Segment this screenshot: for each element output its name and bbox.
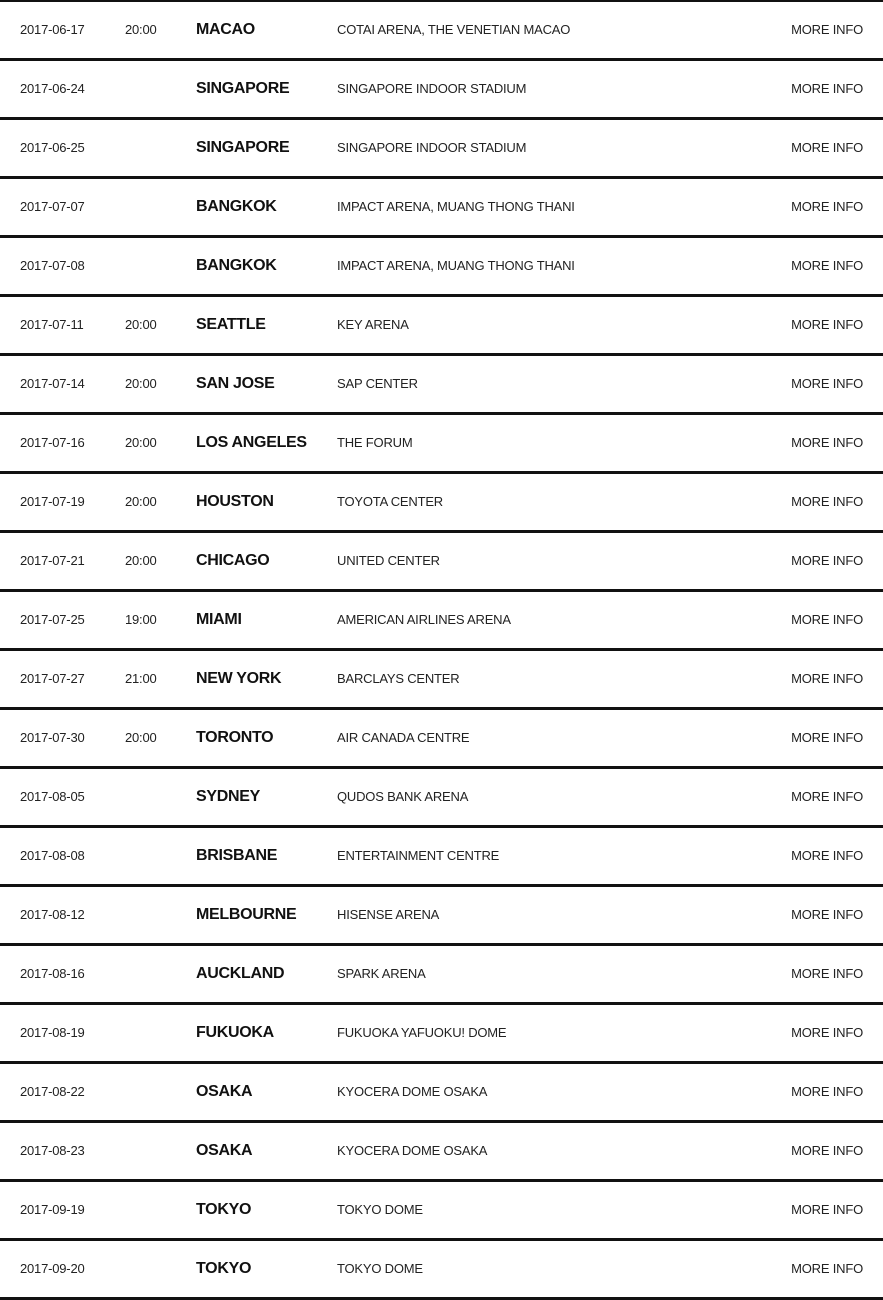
event-city: SYDNEY <box>196 788 260 805</box>
event-city: HOUSTON <box>196 493 274 510</box>
event-time: 20:00 <box>125 553 157 568</box>
event-venue: HISENSE ARENA <box>337 907 440 922</box>
event-date: 2017-08-05 <box>20 789 85 804</box>
event-venue: AIR CANADA CENTRE <box>337 730 470 745</box>
event-date: 2017-08-12 <box>20 907 85 922</box>
event-city: BRISBANE <box>196 847 278 864</box>
event-venue: TOKYO DOME <box>337 1202 423 1217</box>
more-info-link[interactable]: MORE INFO <box>791 435 863 450</box>
more-info-link[interactable]: MORE INFO <box>791 730 863 745</box>
more-info-link[interactable]: MORE INFO <box>791 966 863 981</box>
event-venue: SINGAPORE INDOOR STADIUM <box>337 140 527 155</box>
more-info-link[interactable]: MORE INFO <box>791 140 863 155</box>
tour-date-row <box>0 415 883 474</box>
more-info-link[interactable]: MORE INFO <box>791 1143 863 1158</box>
more-info-link[interactable]: MORE INFO <box>791 671 863 686</box>
event-date: 2017-08-08 <box>20 848 85 863</box>
event-date: 2017-07-07 <box>20 199 85 214</box>
tour-date-row <box>0 710 883 769</box>
tour-date-row <box>0 946 883 1005</box>
event-city: OSAKA <box>196 1142 253 1159</box>
event-time: 20:00 <box>125 435 157 450</box>
tour-date-row <box>0 1005 883 1064</box>
event-venue: UNITED CENTER <box>337 553 440 568</box>
event-city: TORONTO <box>196 729 274 746</box>
event-date: 2017-06-24 <box>20 81 85 96</box>
event-venue: SINGAPORE INDOOR STADIUM <box>337 81 527 96</box>
event-venue: KEY ARENA <box>337 317 409 332</box>
event-time: 19:00 <box>125 612 157 627</box>
event-city: BANGKOK <box>196 198 277 215</box>
event-venue: SAP CENTER <box>337 376 418 391</box>
tour-date-row <box>0 1064 883 1123</box>
event-city: MACAO <box>196 21 255 38</box>
event-city: MELBOURNE <box>196 906 297 923</box>
event-date: 2017-07-30 <box>20 730 85 745</box>
event-date: 2017-07-16 <box>20 435 85 450</box>
tour-date-row <box>0 238 883 297</box>
event-date: 2017-09-20 <box>20 1261 85 1276</box>
event-venue: AMERICAN AIRLINES ARENA <box>337 612 511 627</box>
event-venue: TOKYO DOME <box>337 1261 423 1276</box>
more-info-link[interactable]: MORE INFO <box>791 789 863 804</box>
tour-date-row <box>0 592 883 651</box>
tour-date-row <box>0 2 883 61</box>
event-time: 20:00 <box>125 376 157 391</box>
event-venue: FUKUOKA YAFUOKU! DOME <box>337 1025 507 1040</box>
more-info-link[interactable]: MORE INFO <box>791 494 863 509</box>
event-venue: TOYOTA CENTER <box>337 494 443 509</box>
event-date: 2017-08-23 <box>20 1143 85 1158</box>
event-venue: IMPACT ARENA, MUANG THONG THANI <box>337 258 575 273</box>
tour-date-row <box>0 651 883 710</box>
event-date: 2017-09-19 <box>20 1202 85 1217</box>
tour-date-row <box>0 828 883 887</box>
event-date: 2017-08-19 <box>20 1025 85 1040</box>
event-date: 2017-07-27 <box>20 671 85 686</box>
more-info-link[interactable]: MORE INFO <box>791 553 863 568</box>
event-date: 2017-07-14 <box>20 376 85 391</box>
event-venue: QUDOS BANK ARENA <box>337 789 469 804</box>
event-date: 2017-06-17 <box>20 22 85 37</box>
event-venue: SPARK ARENA <box>337 966 426 981</box>
tour-date-row <box>0 1182 883 1241</box>
event-city: FUKUOKA <box>196 1024 274 1041</box>
event-city: MIAMI <box>196 611 242 628</box>
more-info-link[interactable]: MORE INFO <box>791 258 863 273</box>
event-venue: COTAI ARENA, THE VENETIAN MACAO <box>337 22 571 37</box>
more-info-link[interactable]: MORE INFO <box>791 317 863 332</box>
tour-date-row <box>0 1241 883 1300</box>
more-info-link[interactable]: MORE INFO <box>791 199 863 214</box>
more-info-link[interactable]: MORE INFO <box>791 22 863 37</box>
event-date: 2017-07-08 <box>20 258 85 273</box>
tour-date-row <box>0 61 883 120</box>
event-city: OSAKA <box>196 1083 253 1100</box>
more-info-link[interactable]: MORE INFO <box>791 1261 863 1276</box>
event-date: 2017-08-16 <box>20 966 85 981</box>
tour-date-row <box>0 474 883 533</box>
tour-date-row <box>0 769 883 828</box>
event-city: AUCKLAND <box>196 965 285 982</box>
event-time: 20:00 <box>125 494 157 509</box>
event-time: 20:00 <box>125 22 157 37</box>
event-venue: ENTERTAINMENT CENTRE <box>337 848 500 863</box>
event-city: SAN JOSE <box>196 375 275 392</box>
tour-date-row <box>0 1123 883 1182</box>
event-date: 2017-07-19 <box>20 494 85 509</box>
tour-date-row <box>0 356 883 415</box>
event-city: SEATTLE <box>196 316 266 333</box>
event-venue: BARCLAYS CENTER <box>337 671 460 686</box>
event-city: SINGAPORE <box>196 139 290 156</box>
more-info-link[interactable]: MORE INFO <box>791 848 863 863</box>
event-date: 2017-06-25 <box>20 140 85 155</box>
tour-date-row <box>0 887 883 946</box>
more-info-link[interactable]: MORE INFO <box>791 1025 863 1040</box>
more-info-link[interactable]: MORE INFO <box>791 612 863 627</box>
event-time: 20:00 <box>125 317 157 332</box>
event-city: TOKYO <box>196 1201 252 1218</box>
event-city: BANGKOK <box>196 257 277 274</box>
event-venue: THE FORUM <box>337 435 413 450</box>
tour-date-row <box>0 120 883 179</box>
more-info-link[interactable]: MORE INFO <box>791 81 863 96</box>
event-time: 21:00 <box>125 671 157 686</box>
event-date: 2017-08-22 <box>20 1084 85 1099</box>
tour-date-row <box>0 179 883 238</box>
tour-date-row <box>0 297 883 356</box>
more-info-link[interactable]: MORE INFO <box>791 1084 863 1099</box>
more-info-link[interactable]: MORE INFO <box>791 907 863 922</box>
more-info-link[interactable]: MORE INFO <box>791 1202 863 1217</box>
event-city: TOKYO <box>196 1260 252 1277</box>
event-date: 2017-07-25 <box>20 612 85 627</box>
more-info-link[interactable]: MORE INFO <box>791 376 863 391</box>
tour-date-row <box>0 533 883 592</box>
event-city: CHICAGO <box>196 552 270 569</box>
event-venue: IMPACT ARENA, MUANG THONG THANI <box>337 199 575 214</box>
event-time: 20:00 <box>125 730 157 745</box>
event-city: SINGAPORE <box>196 80 290 97</box>
event-city: NEW YORK <box>196 670 282 687</box>
event-venue: KYOCERA DOME OSAKA <box>337 1143 488 1158</box>
event-date: 2017-07-11 <box>20 317 84 332</box>
event-venue: KYOCERA DOME OSAKA <box>337 1084 488 1099</box>
event-city: LOS ANGELES <box>196 434 307 451</box>
event-date: 2017-07-21 <box>20 553 85 568</box>
